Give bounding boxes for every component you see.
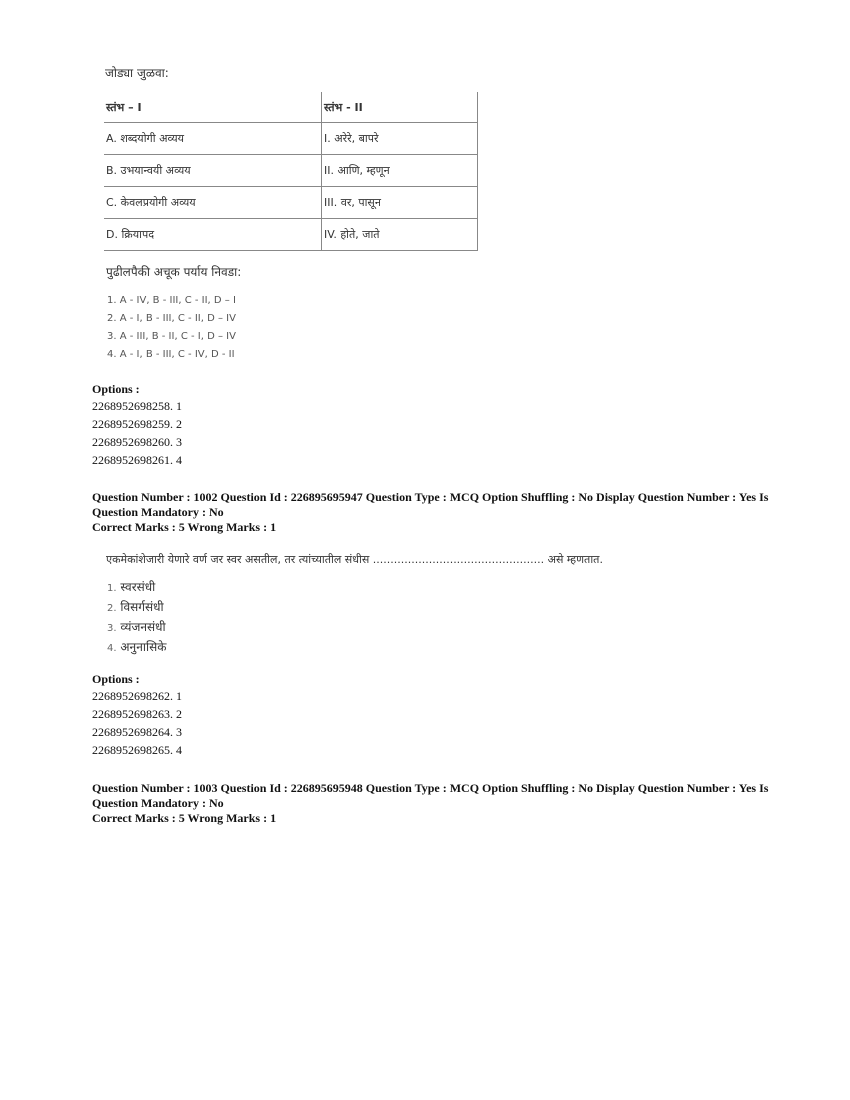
q2-header-line1: Question Number : 1002 Question Id : 226895695947 Question Type : MCQ Option Shuffling : No Display Question Number : Yes Is: [92, 490, 769, 504]
q2-choice-list: [107, 578, 166, 658]
table-cell-right: III. वर, पासून: [322, 187, 478, 219]
list-item: 3. A - III, B - II, C - I, D – IV: [107, 331, 236, 342]
table-row: [104, 123, 478, 155]
choice-text: अनुनासिके: [120, 640, 167, 654]
option-line: 2268952698258. 1: [92, 399, 182, 413]
option-line: 2268952698259. 2: [92, 417, 182, 431]
q2-marks: Correct Marks : 5 Wrong Marks : 1: [92, 520, 277, 534]
choice-number: 3.: [107, 623, 117, 634]
option-line: 2268952698261. 4: [92, 453, 182, 467]
choice-number: 4.: [107, 643, 117, 654]
q2-header: [92, 490, 772, 535]
list-item: [107, 638, 166, 658]
q3-marks: Correct Marks : 5 Wrong Marks : 1: [92, 811, 277, 825]
table-row: [104, 187, 478, 219]
table-cell-left: D. क्रियापद: [104, 219, 322, 251]
table-cell-left: B. उभयान्वयी अव्यय: [104, 155, 322, 187]
q2-options-label: Options :: [92, 672, 140, 686]
q3-header-line2: Question Mandatory : No: [92, 796, 224, 810]
q2-header-line2: Question Mandatory : No: [92, 505, 224, 519]
q3-header-line1: Question Number : 1003 Question Id : 226895695948 Question Type : MCQ Option Shuffling : No Display Question Number : Yes Is: [92, 781, 769, 795]
option-line: 2268952698260. 3: [92, 435, 182, 449]
option-line: 2268952698263. 2: [92, 707, 182, 721]
list-item: [107, 618, 166, 638]
table-cell-right: II. आणि, म्हणून: [322, 155, 478, 187]
list-item: 2. A - I, B - III, C - II, D – IV: [107, 313, 236, 324]
list-item: 1. A - IV, B - III, C - II, D – I: [107, 295, 236, 306]
table-header-row: [104, 92, 478, 123]
column-1-header: स्तंभ – I: [104, 92, 322, 123]
choice-text: स्वरसंधी: [120, 580, 156, 594]
list-item: [107, 578, 166, 598]
option-line: 2268952698264. 3: [92, 725, 182, 739]
table-row: [104, 219, 478, 251]
choice-number: 1.: [107, 583, 117, 594]
list-item: [107, 598, 166, 618]
q1-options-label: Options :: [92, 382, 140, 396]
match-table: [104, 92, 478, 251]
choice-text: विसर्गसंधी: [120, 600, 164, 614]
table-row: [104, 155, 478, 187]
option-line: 2268952698262. 1: [92, 689, 182, 703]
q1-options-list: [92, 397, 182, 469]
q1-choice-list: [107, 292, 236, 364]
q1-instruction: जोड्या जुळवा:: [105, 66, 169, 80]
q3-header: [92, 781, 772, 826]
choice-text: व्यंजनसंधी: [120, 620, 166, 634]
list-item: 4. A - I, B - III, C - IV, D - II: [107, 349, 235, 360]
q2-question-text: एकमेकांशेजारी येणारे वर्ण जर स्वर असतील, तर त्यांच्यातील संधीस ................................................. असे म्हणतात.: [106, 553, 603, 566]
q1-choose-prompt: पुढीलपैकी अचूक पर्याय निवडा:: [106, 265, 242, 279]
q2-options-list: [92, 687, 182, 759]
table-cell-right: IV. होते, जाते: [322, 219, 478, 251]
option-line: 2268952698265. 4: [92, 743, 182, 757]
table-cell-left: A. शब्दयोगी अव्यय: [104, 123, 322, 155]
table-cell-left: C. केवलप्रयोगी अव्यय: [104, 187, 322, 219]
column-2-header: स्तंभ - II: [322, 92, 478, 123]
choice-number: 2.: [107, 603, 117, 614]
table-cell-right: I. अरेरे, बापरे: [322, 123, 478, 155]
